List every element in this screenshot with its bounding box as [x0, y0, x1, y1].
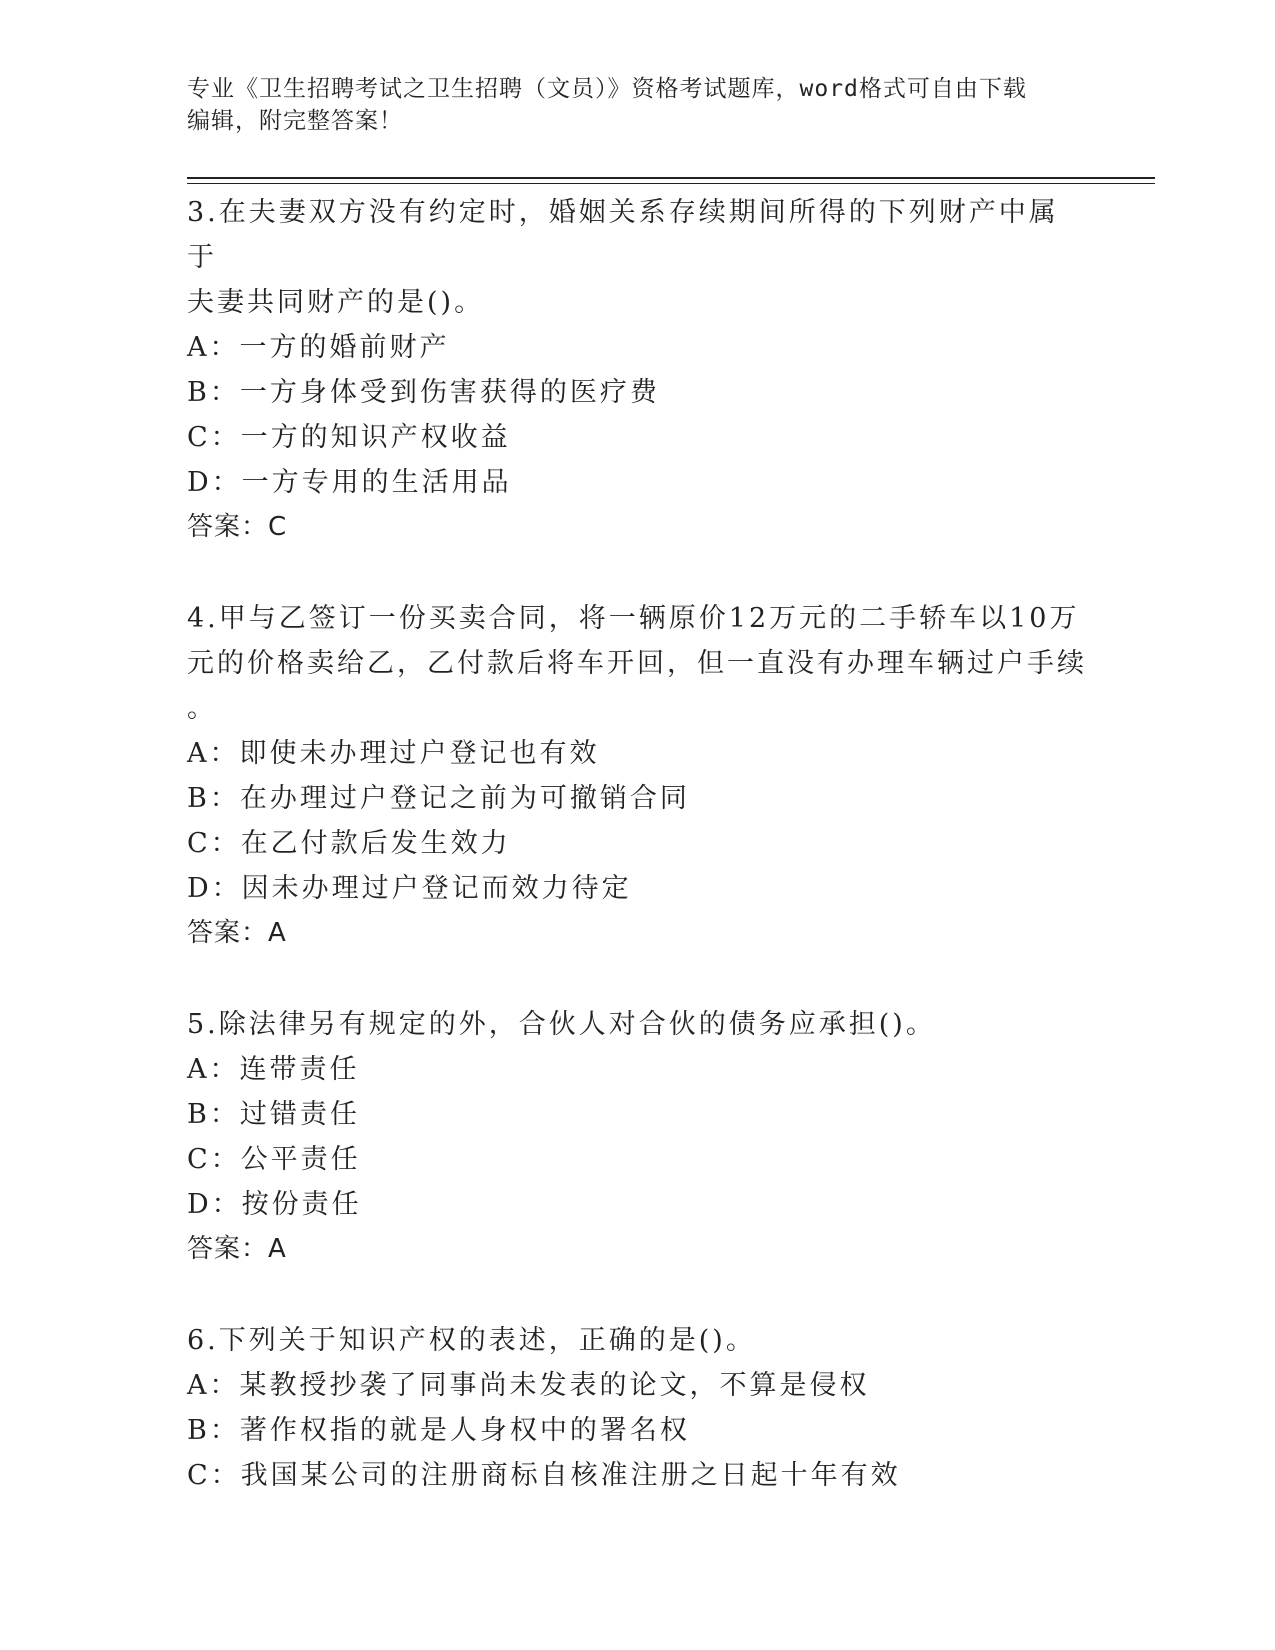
question-stem-line: 元的价格卖给乙，乙付款后将车开回，但一直没有办理车辆过户手续 [187, 648, 1087, 679]
option-b: B：著作权指的就是人身权中的署名权 [187, 1415, 690, 1446]
option-c: C：我国某公司的注册商标自核准注册之日起十年有效 [187, 1460, 901, 1491]
option-b: B：在办理过户登记之前为可撤销合同 [187, 783, 690, 814]
option-a: A：即使未办理过户登记也有效 [187, 738, 600, 769]
question-stem-line: 4.甲与乙签订一份买卖合同，将一辆原价12万元的二手轿车以10万 [187, 603, 1080, 634]
question-stem-line: 夫妻共同财产的是()。 [187, 287, 485, 318]
document-header [187, 73, 1087, 137]
option-d: D：一方专用的生活用品 [187, 467, 512, 498]
question-list [187, 190, 1087, 1544]
option-c: C：一方的知识产权收益 [187, 422, 511, 453]
question-stem-line: 3.在夫妻双方没有约定时，婚姻关系存续期间所得的下列财产中属于 [187, 197, 1059, 273]
option-a: A：连带责任 [187, 1054, 360, 1085]
option-c: C：在乙付款后发生效力 [187, 828, 511, 859]
option-a: A：某教授抄袭了同事尚未发表的论文，不算是侵权 [187, 1370, 870, 1401]
option-b: B：过错责任 [187, 1099, 360, 1130]
answer: 答案：A [187, 1234, 287, 1264]
question-5 [187, 1002, 1087, 1272]
answer: 答案：C [187, 512, 288, 542]
answer: 答案：A [187, 918, 287, 948]
question-stem-line: 5.除法律另有规定的外，合伙人对合伙的债务应承担()。 [187, 1009, 936, 1040]
question-3 [187, 190, 1087, 550]
question-6 [187, 1318, 1087, 1498]
header-divider-thin [187, 183, 1155, 184]
option-d: D：按份责任 [187, 1189, 362, 1220]
question-stem-line: 6.下列关于知识产权的表述，正确的是()。 [187, 1325, 756, 1356]
option-d: D：因未办理过户登记而效力待定 [187, 873, 632, 904]
question-4 [187, 596, 1087, 956]
option-b: B：一方身体受到伤害获得的医疗费 [187, 377, 660, 408]
question-stem-line: 。 [187, 693, 217, 724]
header-line-2: 编辑，附完整答案！ [187, 108, 403, 134]
header-divider-thick [187, 177, 1155, 179]
option-c: C：公平责任 [187, 1144, 361, 1175]
option-a: A：一方的婚前财产 [187, 332, 450, 363]
header-line-1: 专业《卫生招聘考试之卫生招聘（文员）》资格考试题库，word格式可自由下载 [187, 76, 1027, 102]
